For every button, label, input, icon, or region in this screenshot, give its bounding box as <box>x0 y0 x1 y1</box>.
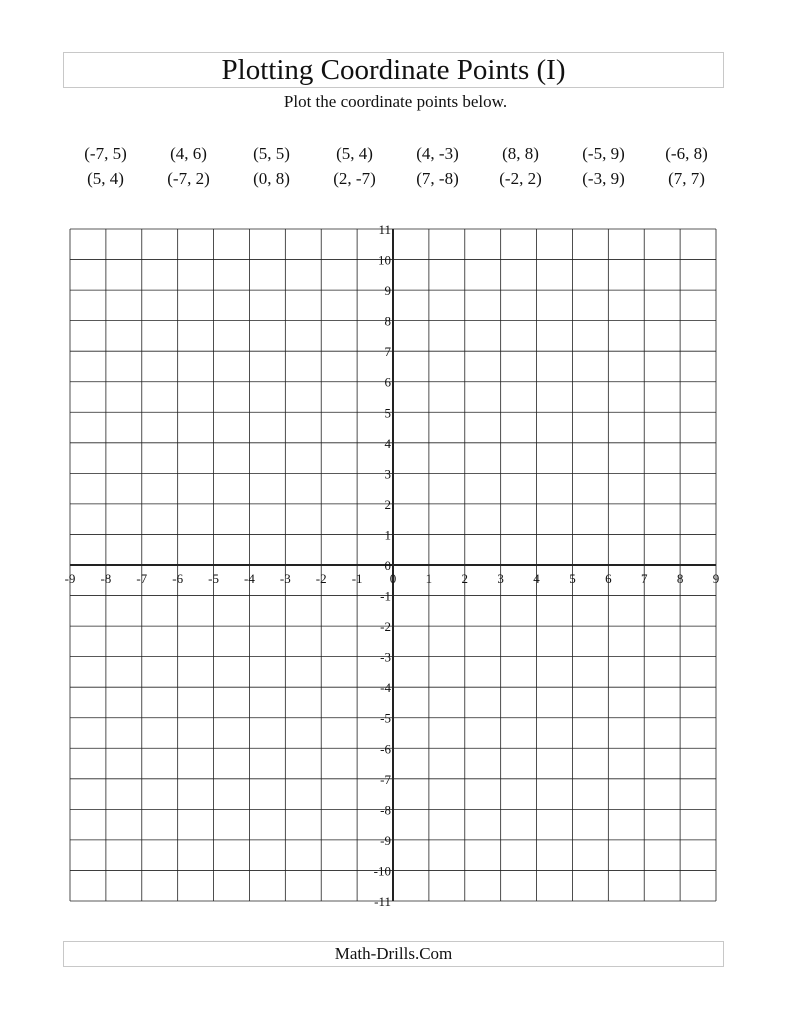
x-tick-label: 0 <box>389 571 397 586</box>
y-tick-label: 7 <box>384 344 391 360</box>
coordinate-pair: (7, -8) <box>416 169 459 188</box>
x-tick-label: -5 <box>208 571 219 586</box>
footer-brand: Math-Drills.Com <box>334 944 453 963</box>
y-tick-label: -9 <box>380 832 391 848</box>
y-tick-label: -11 <box>374 894 391 909</box>
y-tick-label: 9 <box>384 283 391 299</box>
y-tick-label: 3 <box>384 466 391 482</box>
x-tick-label: 6 <box>605 571 612 586</box>
y-tick-label: -6 <box>380 741 391 757</box>
x-tick-label: 4 <box>533 571 540 586</box>
page-title: Plotting Coordinate Points (I) <box>221 53 566 86</box>
x-tick-label: -4 <box>244 571 255 586</box>
x-tick-label: -6 <box>172 571 184 586</box>
coordinate-pair: (8, 8) <box>502 144 539 163</box>
y-tick-label: 2 <box>384 496 391 512</box>
coordinate-pair: (4, 6) <box>170 144 207 163</box>
x-tick-label: 8 <box>676 571 684 586</box>
coordinate-pair: (4, -3) <box>416 144 459 163</box>
x-tick-label: 1 <box>425 571 433 586</box>
coordinate-pair: (2, -7) <box>333 169 376 188</box>
y-tick-label: -5 <box>380 710 391 726</box>
coordinate-pair: (0, 8) <box>253 169 290 188</box>
instructions: Plot the coordinate points below. <box>283 92 508 111</box>
y-tick-label: 0 <box>384 558 391 573</box>
x-tick-label: 2 <box>461 571 469 586</box>
coordinate-pair: (5, 4) <box>336 144 373 163</box>
x-tick-label: -3 <box>279 571 291 586</box>
footer-box <box>63 941 724 967</box>
y-tick-label: -4 <box>380 680 391 696</box>
x-tick-label: 5 <box>569 571 576 586</box>
y-tick-label: 10 <box>378 252 391 268</box>
x-tick-label: 9 <box>712 571 720 586</box>
y-tick-label: -7 <box>380 771 391 787</box>
coordinate-pair: (5, 4) <box>87 169 124 188</box>
x-tick-label: 7 <box>640 571 648 586</box>
y-tick-label: -2 <box>380 619 391 635</box>
x-tick-label: -1 <box>351 571 363 586</box>
coordinate-pair: (-7, 2) <box>167 169 210 188</box>
coordinate-pair: (-6, 8) <box>665 144 708 163</box>
y-tick-label: 6 <box>384 374 391 390</box>
coordinate-pair: (7, 7) <box>668 169 705 188</box>
x-tick-label: -8 <box>100 571 112 586</box>
x-tick-label: 3 <box>497 571 504 586</box>
y-tick-label: -8 <box>380 802 391 818</box>
y-tick-label: 1 <box>384 527 391 543</box>
coordinate-pair: (-5, 9) <box>582 144 625 163</box>
x-tick-label: -9 <box>64 571 76 586</box>
y-tick-label: 4 <box>384 435 391 451</box>
coordinate-pair: (-7, 5) <box>84 144 127 163</box>
y-tick-label: 8 <box>384 313 391 329</box>
y-tick-label: -1 <box>380 588 391 604</box>
x-tick-label: -7 <box>136 571 148 586</box>
coordinate-pair: (-3, 9) <box>582 169 625 188</box>
y-tick-label: 5 <box>384 405 391 421</box>
coordinate-pair: (5, 5) <box>253 144 290 163</box>
coordinate-pair: (-2, 2) <box>499 169 542 188</box>
y-tick-label: -3 <box>380 649 391 665</box>
x-tick-label: -2 <box>315 571 327 586</box>
y-tick-label: 11 <box>378 222 391 237</box>
y-tick-label: -10 <box>373 863 391 879</box>
